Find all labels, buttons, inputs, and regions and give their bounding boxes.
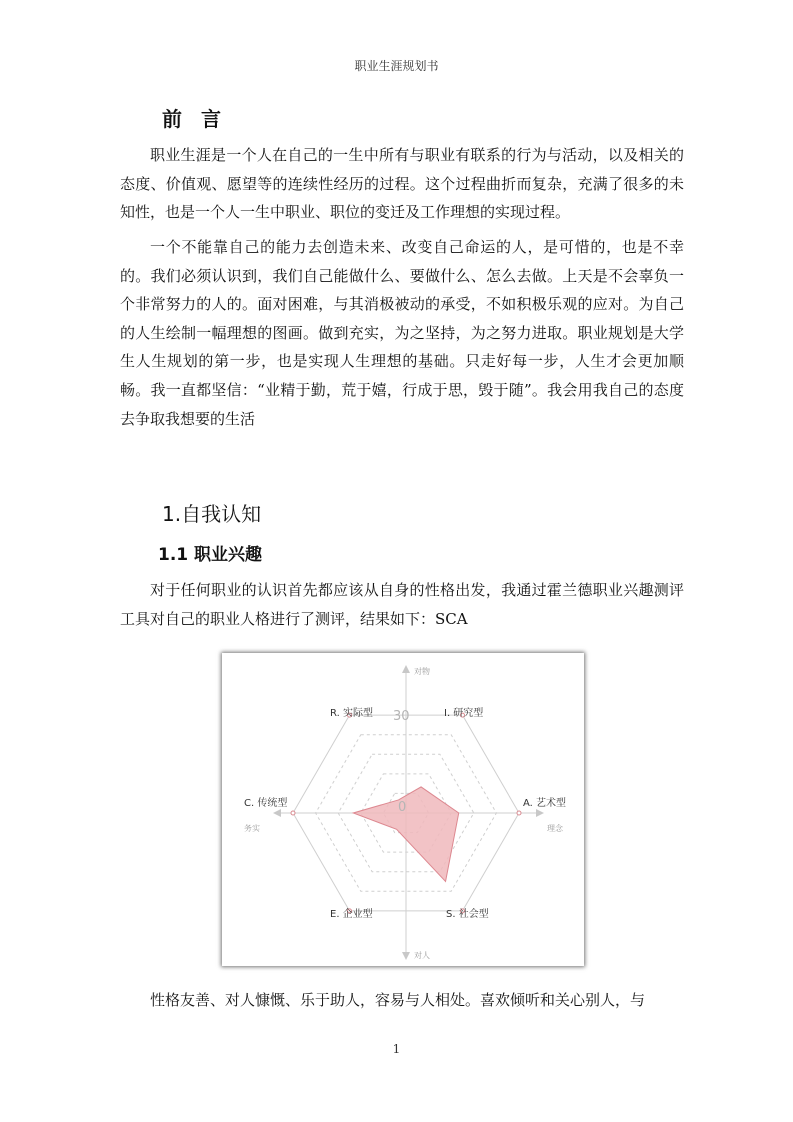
radar-vertex-dot <box>517 811 521 815</box>
interest-intro-text: 对于任何职业的认识首先都应该从自身的性格出发，我通过霍兰德职业兴趣测评工具对自己的职业人格进行了测评，结果如下：SCA <box>120 581 684 628</box>
page-header: 职业生涯规划书 <box>354 59 439 73</box>
interest-description-paragraph <box>120 986 684 1015</box>
radar-svg <box>222 653 584 966</box>
subsection-heading-interest: 1.1 职业兴趣 <box>158 545 263 565</box>
category-label-a: A. 艺术型 <box>523 798 567 809</box>
axis-label-bottom: 对人 <box>414 951 430 960</box>
category-label-i: I. 研究型 <box>444 708 484 719</box>
category-label-c: C. 传统型 <box>244 798 288 809</box>
radar-vertex-dot <box>291 811 295 815</box>
axis-label-right: 理念 <box>547 824 563 833</box>
page-number: 1 <box>392 1042 401 1056</box>
preface-heading: 前 言 <box>162 107 227 131</box>
category-label-e: E. 企业型 <box>330 909 373 920</box>
scale-label-max: 30 <box>393 709 410 724</box>
preface-paragraph-1 <box>120 141 684 227</box>
category-label-s: S. 社会型 <box>446 909 489 920</box>
scale-label-min: 0 <box>398 800 407 815</box>
interest-description-text: 性格友善、对人慷慨、乐于助人，容易与人相处。喜欢倾听和关心别人，与 <box>150 991 646 1009</box>
category-label-r: R. 实际型 <box>330 708 373 719</box>
interest-intro-paragraph <box>120 576 684 633</box>
axis-label-left: 务实 <box>244 824 260 833</box>
preface-text-1: 职业生涯是一个人在自己的一生中所有与职业有联系的行为与活动，以及相关的态度、价值观、愿望等的连续性经历的过程。这个过程曲折而复杂，充满了很多的未知性，也是一个人一生中职业、职位的变迁及工作理想的实现过程。 <box>120 146 684 222</box>
axis-label-top: 对物 <box>414 667 430 676</box>
section-heading-self-awareness: 1.自我认知 <box>162 502 262 526</box>
preface-paragraph-2 <box>120 233 684 433</box>
preface-text-2: 一个不能靠自己的能力去创造未来、改变自己命运的人，是可惜的，也是不幸的。我们必须认识到，我们自己能做什么、要做什么、怎么去做。上天是不会辜负一个非常努力的人的。面对困难，与其消极被动的承受，不如积极乐观的应对。为自己的人生绘制一幅理想的图画。做到充实，为之坚持，为之努力进取。职业规划是大学生人生规划的第一步，也是实现人生理想的基础。只走好每一步，人生才会更加顺畅。我一直都坚信：“业精于勤，荒于嬉，行成于思，毁于随”。我会用我自己的态度去争取我想要的生活 <box>120 238 684 428</box>
holland-radar-chart <box>222 653 584 966</box>
